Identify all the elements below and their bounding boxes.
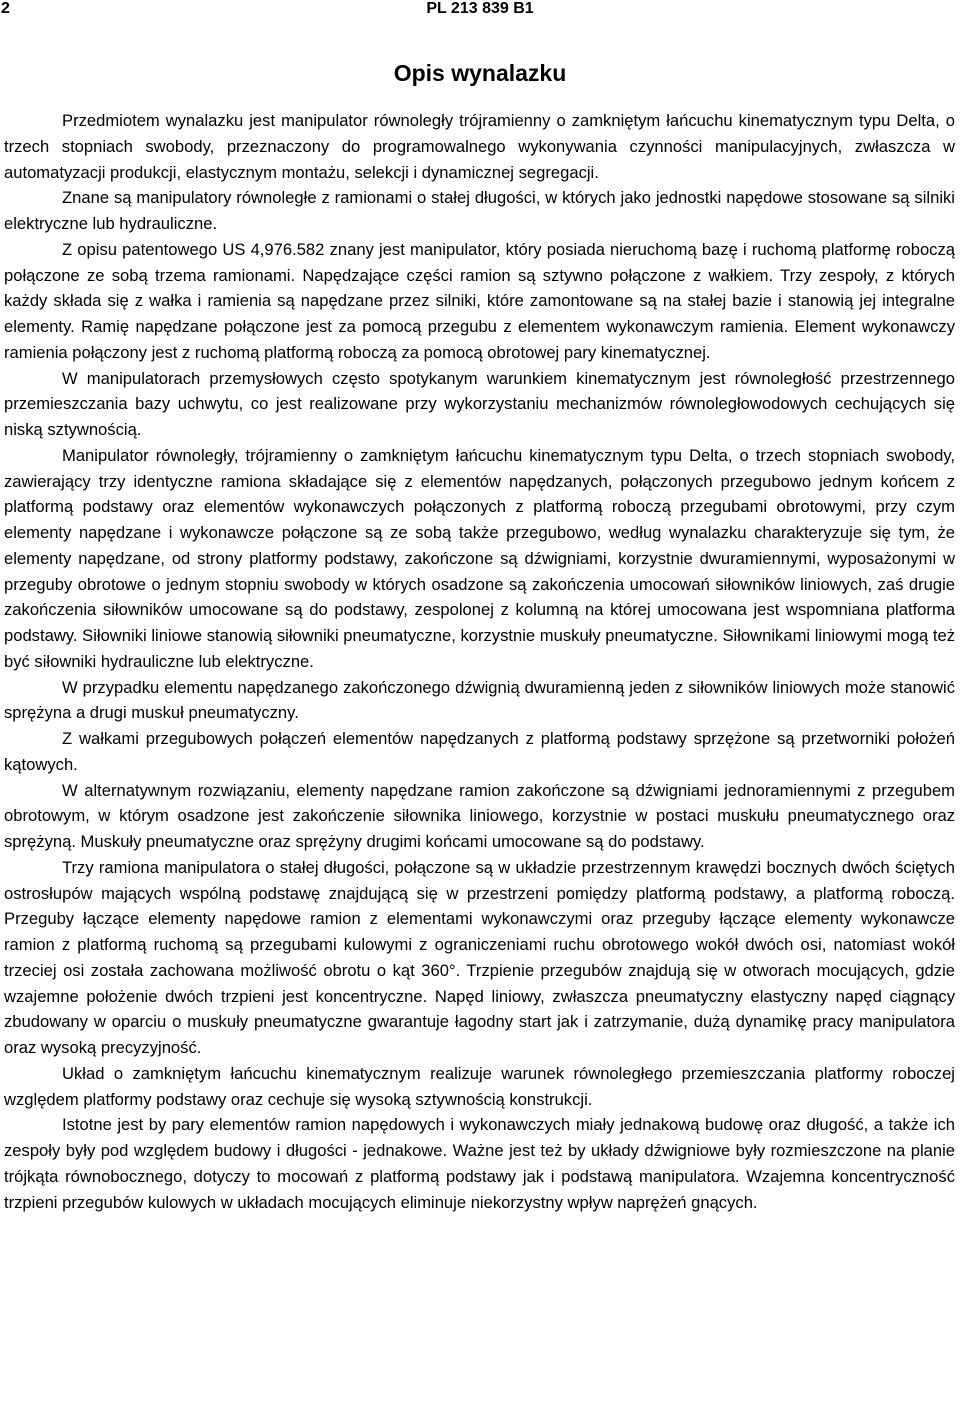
paragraph: Z opisu patentowego US 4,976.582 znany jest manipulator, który posiada nieruchomą bazę i ruchomą platformę roboczą połączone ze sobą trzema ramionami. Napędzające części ramion są sztywno połączone z wałkiem. Trzy zespoły, z których każdy składa się z wałka i ramienia są napędzane przez silniki, które zamontowane są na stałej bazie i stanowią jej integralne elementy. Ramię napędzane połączone jest za pomocą przegubu z elementem wykonawczym ramienia. Element wykonawczy ramienia połączony jest z ruchomą platformą roboczą za pomocą obrotowej pary kinematycznej. <box>4 239 955 362</box>
paragraph: Manipulator równoległy, trójramienny o zamkniętym łańcuchu kinematycznym typu Delta, o trzech stopniach swobody, zawierający trzy identyczne ramiona składające się z elementów napędzanych, połączonych przegubowo jednym końcem z platformą podstawy oraz elementów wykonawczych połączonych z platformą roboczą przegubami obrotowymi, przy czym elementy napędzane i wykonawcze połączone są ze sobą także przegubowo, według wynalazku charakteryzuje się tym, że elementy napędzane, od strony platformy podstawy, zakończone są dźwigniami, korzystnie dwuramiennymi, wyposażonymi w przeguby obrotowe o jednym stopniu swobody w których osadzone są zakończenia umocowań siłowników liniowych, zaś drugie zakończenia siłowników umocowane są do podstawy, zespolonej z kolumną na której umocowana jest wspomniana platforma podstawy. Siłowniki liniowe stanowią siłowniki pneumatyczne, korzystnie muskuły pneumatyczne. Siłownikami liniowymi mogą też być siłowniki hydrauliczne lub elektryczne. <box>4 445 955 671</box>
document-body <box>4 108 955 1215</box>
paragraph: Istotne jest by pary elementów ramion napędowych i wykonawczych miały jednakową budowę oraz długość, a także ich zespoły były pod względem budowy i długości - jednakowe. Ważne jest też by układy dźwigniowe były rozmieszczone na planie trójkąta równobocznego, dotyczy to mocowań z platformą podstawy jak i podstawą manipulatora. Wzajemna koncentryczność trzpieni przegubów kulowych w układach mocujących eliminuje niekorzystny wpływ naprężeń gnących. <box>4 1115 955 1212</box>
section-title: Opis wynalazku <box>393 60 567 86</box>
paragraph: W alternatywnym rozwiązaniu, elementy napędzane ramion zakończone są dźwigniami jednoramiennymi z przegubem obrotowym, w którym osadzone jest zakończenie siłownika liniowego, korzystnie w postaci muskułu pneumatycznego oraz sprężyną. Muskuły pneumatyczne oraz sprężyny drugimi końcami umocowane są do podstawy. <box>4 780 955 851</box>
paragraph: Trzy ramiona manipulatora o stałej długości, połączone są w układzie przestrzennym krawędzi bocznych dwóch ściętych ostrosłupów mających wspólną podstawę znajdującą się w przestrzeni pomiędzy platformą podstawy, a platformą roboczą. Przeguby łączące elementy napędowe ramion z elementami wykonawczymi oraz przeguby łączące elementy wykonawcze ramion z platformą ruchomą są przegubami kulowymi z ograniczeniami ruchu obrotowego wokół dwóch osi, natomiast wokół trzeciej osi została zachowana możliwość obrotu o kąt 360°. Trzpienie przegubów znajdują się w otworach mocujących, gdzie wzajemne położenie dwóch trzpieni jest koncentryczne. Napęd liniowy, zwłaszcza pneumatyczny elastyczny napęd ciągnący zbudowany w oparciu o muskuły pneumatyczne gwarantuje łagodny start jak i zatrzymanie, dużą dynamikę pracy manipulatora oraz wysoką precyzyjność. <box>4 857 955 1057</box>
patent-number: PL 213 839 B1 <box>426 0 534 17</box>
paragraph: Z wałkami przegubowych połączeń elementów napędzanych z platformą podstawy sprzężone są przetworniki położeń kątowych. <box>4 729 955 774</box>
paragraph: Przedmiotem wynalazku jest manipulator równoległy trójramienny o zamkniętym łańcuchu kinematycznym typu Delta, o trzech stopniach swobody, przeznaczony do programowalnego wykonywania czynności manipulacyjnych, zwłaszcza w automatyzacji produkcji, elastycznym montażu, selekcji i dynamicznej segregacji. <box>4 111 955 182</box>
paragraph: Układ o zamkniętym łańcuchu kinematycznym realizuje warunek równoległego przemieszczania platformy roboczej względem platformy podstawy oraz cechuje się wysoką sztywnością konstrukcji. <box>4 1063 955 1109</box>
paragraph: Znane są manipulatory równoległe z ramionami o stałej długości, w których jako jednostki napędowe stosowane są silniki elektryczne lub hydrauliczne. <box>4 188 955 233</box>
page-header <box>0 0 960 28</box>
page-number: 2 <box>1 0 10 17</box>
paragraph: W manipulatorach przemysłowych często spotykanym warunkiem kinematycznym jest równoległość przestrzennego przemieszczania bazy uchwytu, co jest realizowane przy wykorzystaniu mechanizmów równoległowodowych cechujących się niską sztywnością. <box>4 368 955 439</box>
paragraph: W przypadku elementu napędzanego zakończonego dźwignią dwuramienną jeden z siłowników liniowych może stanowić sprężyna a drugi muskuł pneumatyczny. <box>4 677 955 723</box>
